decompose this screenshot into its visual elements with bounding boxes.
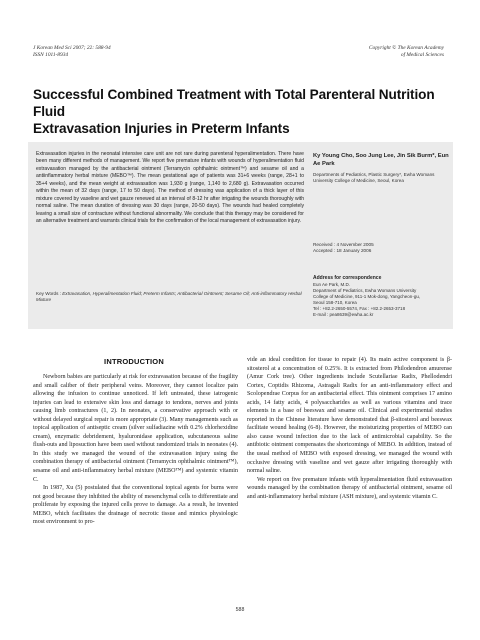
paragraph: In 1987, Xu (5) postulated that the conventional topical agents for burns were not good because they inhibited the ability of mesenchymal cells to differentiate and proliferate by exposing the injured cells prove to damage. As a result, he invented MEBO, which facilitates the drainage of necrotic tissue and mimics physiologic most environment to pro-: [33, 485, 238, 526]
dates: [313, 242, 451, 255]
title-line-2: Extravasation Injuries in Preterm Infants: [33, 121, 290, 136]
copyright-line-2: of Medical Sciences: [400, 52, 444, 58]
affiliation: Departments of Pediatrics, Plastic Surgery*, Ewha Womans University College of Medicine, Seoul, Korea: [313, 172, 435, 184]
issn: ISSN 1011-8934: [33, 52, 69, 58]
correspondence-line: Tel : +82.2-2650-5574, Fax : +82.2-2653-3718: [313, 306, 406, 312]
body-column-right: [247, 356, 452, 501]
page-number: 588: [235, 607, 245, 613]
correspondence-line: E-mail : pea8639@ewha.ac.kr: [313, 312, 374, 318]
body-column-left: [33, 373, 238, 527]
keywords-label: Key Words :: [36, 291, 61, 296]
authors: Ky Young Cho, Soo Jung Lee, Jin Sik Burm*, Eun Ae Park: [313, 153, 449, 167]
article-title: [33, 86, 453, 137]
correspondence-heading: Address for correspondence: [313, 275, 382, 281]
abstract-text: Extravasation injuries in the neonatal intensive care unit are not rare during parenteral hyperalimentation. There have been many different methods of management. We report five premature infants with wounds of hyperalimentation fluid extravasation managed by the antibacterial ointment (Terramycin ophthalmic ointment™) and sesame oil and a antiinflammatory herbal mixture (MEBO™). The mean gestational age of patients was 31+6 weeks (range, 28+1 to 35+4 weeks), and the mean weight at extravasation was 1,930 g (range, 1,140 to 2,680 g). Extravasation occurred within the mean of 32 days (range, 17 to 50 days). The method of dressing was application of a thick layer of this mixture covered by vaseline and wet gauze renewed at an interval of 8-12 hr after irrigating the wounds thoroughly with normal saline. The mean duration of dressing was 30 days (range, 20-50 days). The wounds had healed completely leaving a small size of contracture without functional abnormality. We conclude that this therapy may be considered for an alternative treatment and warrants clinical trials for the confirmation of the local management of extravasation injury.: [36, 151, 304, 225]
correspondence-address: [313, 282, 451, 319]
correspondence-line: College of Medicine, 911-1 Mok-dong, Yangcheon-gu,: [313, 294, 421, 300]
paragraph: We report on five premature infants with hyperalimentation fluid extravasation wounds managed by the combination therapy of antibacterial ointment, sesame oil and anti-inflammatory herbal mixture (ASH mixture), and systemic vitamin C.: [247, 476, 452, 500]
journal-header: [33, 45, 111, 59]
correspondence-line: Department of Pediatrics, Ewha Womans University: [313, 288, 417, 294]
keywords-text: Extravasation, Hyperalimentation Fluid; Preterm Infants; Antibacterial Ointment; Sesame Oil; Anti-inflammatory Herbal Mixture: [36, 291, 302, 303]
accepted-date: Accepted : 18 January 2006: [313, 248, 372, 254]
journal-citation: J Korean Med Sci 2007; 22: 588-94: [33, 45, 111, 51]
correspondence-line: Eun Ae Park, M.D.: [313, 282, 351, 287]
title-line-1: Successful Combined Treatment with Total Parenteral Nutrition Fluid: [33, 87, 435, 119]
correspondence-line: Seoul 158-710, Korea: [313, 300, 357, 306]
paragraph: vide an ideal condition for tissue to repair (4). Its main active component is β-sitosterol at a concentration of 0.25%. It is extracted from Philodendron amurense (Amur Cork tree). Other ingredients include Scutellariae Radix, Phellodendri Cortex, Coptidis Rhizoma, Astragali Radix for an anti-inflammatory effect and Scolopendrae Corpus for an antibacterial effect. This ointment comprises 17 amino acids, 14 fatty acids, 4 polysaccharides as well as various vitamins and trace elements in a base of beeswax and sesame oil. Clinical and experimental studies reported in the Chinese literature have demonstrated that β-sitosterol and beeswax facilitate wound healing (6-8). However, the moisturizing properties of MEBO can also cause wound infection due to the lack of antimicrobial capability. So the antibiotic ointment compensates the shortcomings of MEBO. In addition, instead of the usual method of MEBO with exposed dressing, we managed the wound with occlusive dressing with vaseline and wet gauze after irrigating thoroughly with normal saline.: [247, 357, 452, 475]
paragraph: Newborn babies are particularly at risk for extravasation because of the fragility and small caliber of their peripheral veins. Moreover, they cannot localize pain allowing the infusion to continue unnoticed. If left untreated, these iatrogenic injuries can lead to extensive skin loss and damage to tendons, nerves and joints causing limb contractures (1, 2). In neonates, a conservative approach with or without delayed surgical repair is more appropriate (3). Many managements such as topical application of antiseptic cream (silver sulfadiazine with 0.2% chlorhexidine cream), enzymatic debridement, hyaluronidase application, subcutaneous saline flush-outs and liposuction have been used without randomized trials in neonates (4). In this study we managed the wound of the extravasation injury using the combination therapy of antibacterial ointment (Terramycin ophthalmic ointment™), sesame oil and anti-inflammatory herbal mixture (MEBO™) and systemic vitamin C.: [33, 374, 238, 483]
copyright-header: [369, 45, 444, 59]
received-date: Received : 4 November 2005: [313, 242, 374, 247]
section-heading-introduction: INTRODUCTION: [104, 357, 164, 366]
copyright-line-1: Copyright © The Korean Academy: [368, 45, 444, 51]
keywords: [36, 291, 304, 303]
